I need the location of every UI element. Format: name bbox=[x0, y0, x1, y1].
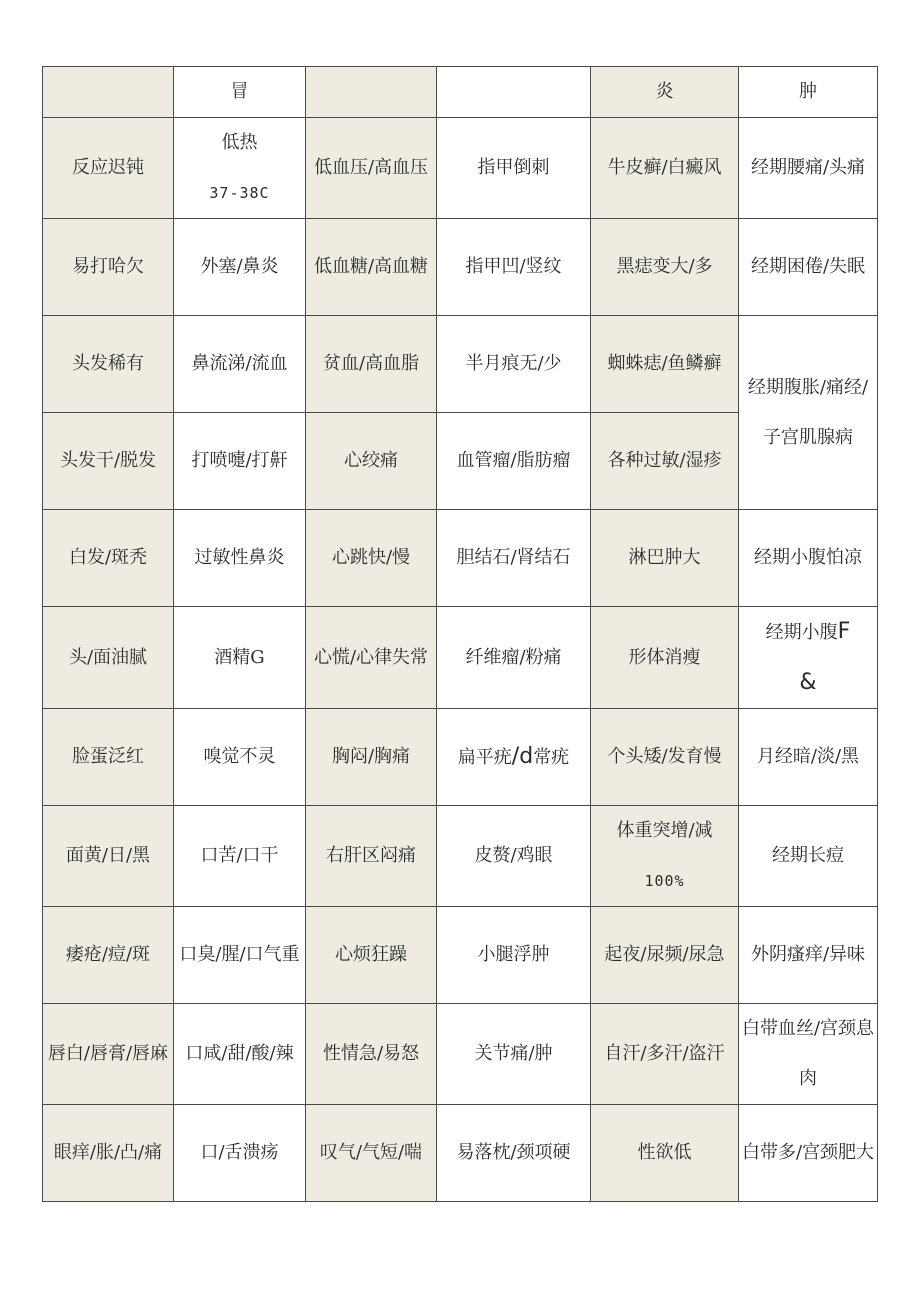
table-cell: 胆结石/肾结石 bbox=[437, 510, 591, 607]
table-cell: 淋巴肿大 bbox=[591, 510, 739, 607]
table-cell: 唇白/唇膏/唇麻 bbox=[43, 1004, 174, 1105]
cell-text-line bbox=[739, 607, 877, 658]
table-cell: 性情急/易怒 bbox=[306, 1004, 437, 1105]
table-cell: 头/面油腻 bbox=[43, 607, 174, 709]
table-cell: 指甲凹/竖纹 bbox=[437, 219, 591, 316]
table-cell: 头发干/脱发 bbox=[43, 413, 174, 510]
cell-text: F bbox=[837, 619, 851, 644]
table-row bbox=[43, 219, 878, 316]
table-cell: 经期小腹怕凉 bbox=[739, 510, 878, 607]
table-cell: 蜘蛛痣/鱼鳞癣 bbox=[591, 316, 739, 413]
table-cell: 过敏性鼻炎 bbox=[174, 510, 306, 607]
table-cell: 血管瘤/脂肪瘤 bbox=[437, 413, 591, 510]
table-cell: 经期腰痛/头痛 bbox=[739, 118, 878, 219]
table-cell: 脸蛋泛红 bbox=[43, 709, 174, 806]
table-cell: 外阴瘙痒/异味 bbox=[739, 907, 878, 1004]
table-cell: 口/舌溃疡 bbox=[174, 1105, 306, 1202]
cell-text: 扁平疣 bbox=[457, 746, 512, 768]
table-cell: 外塞/鼻炎 bbox=[174, 219, 306, 316]
table-cell: 心烦狂躁 bbox=[306, 907, 437, 1004]
table-cell: 右肝区闷痛 bbox=[306, 806, 437, 907]
table-row bbox=[43, 118, 878, 219]
table-cell: 形体消瘦 bbox=[591, 607, 739, 709]
table-cell: 心绞痛 bbox=[306, 413, 437, 510]
table-cell: 经期腹胀/痛经/子宫肌腺病 bbox=[739, 316, 878, 510]
header-cell bbox=[306, 67, 437, 118]
table-row bbox=[43, 316, 878, 413]
table-cell bbox=[591, 806, 739, 907]
table-cell: 各种过敏/湿疹 bbox=[591, 413, 739, 510]
table-cell: 半月痕无/少 bbox=[437, 316, 591, 413]
table-cell: 低血压/高血压 bbox=[306, 118, 437, 219]
table-cell: 牛皮癣/白癜风 bbox=[591, 118, 739, 219]
table-cell: 指甲倒刺 bbox=[437, 118, 591, 219]
table-cell bbox=[739, 607, 878, 709]
table-cell: 白发/斑秃 bbox=[43, 510, 174, 607]
table-cell: 关节痛/肿 bbox=[437, 1004, 591, 1105]
table-cell: 性欲低 bbox=[591, 1105, 739, 1202]
cell-text: 37-38C bbox=[209, 184, 270, 202]
table-cell: 皮赘/鸡眼 bbox=[437, 806, 591, 907]
table-cell: 口苦/口干 bbox=[174, 806, 306, 907]
cell-text: 常疣 bbox=[533, 746, 570, 768]
symptom-table bbox=[42, 66, 878, 1202]
table-cell: 白带多/宫颈肥大 bbox=[739, 1105, 878, 1202]
table-cell: 月经暗/淡/黑 bbox=[739, 709, 878, 806]
table-cell: 经期长痘 bbox=[739, 806, 878, 907]
table-cell: 小腿浮肿 bbox=[437, 907, 591, 1004]
table-cell: 痿疮/痘/斑 bbox=[43, 907, 174, 1004]
table-cell: 打喷嚏/打鼾 bbox=[174, 413, 306, 510]
table-row bbox=[43, 806, 878, 907]
table-cell: 起夜/尿频/尿急 bbox=[591, 907, 739, 1004]
table-cell: 纤维瘤/粉痛 bbox=[437, 607, 591, 709]
table-cell: 酒精G bbox=[174, 607, 306, 709]
cell-text: 体重突增/减 bbox=[616, 820, 713, 841]
header-cell bbox=[437, 67, 591, 118]
header-row bbox=[43, 67, 878, 118]
table-cell: 个头矮/发育慢 bbox=[591, 709, 739, 806]
table-cell: 口臭/腥/口气重 bbox=[174, 907, 306, 1004]
cell-text: 低热 bbox=[221, 132, 258, 153]
table-cell: 低血糖/高血糖 bbox=[306, 219, 437, 316]
table-cell: 头发稀有 bbox=[43, 316, 174, 413]
table-cell: 叹气/气短/喘 bbox=[306, 1105, 437, 1202]
table-cell bbox=[174, 118, 306, 219]
table-row bbox=[43, 1004, 878, 1105]
table-cell: 易落枕/颈项硬 bbox=[437, 1105, 591, 1202]
table-row bbox=[43, 907, 878, 1004]
table-cell: 心跳快/慢 bbox=[306, 510, 437, 607]
table-cell: 面黄/日/黑 bbox=[43, 806, 174, 907]
cell-text: 经期小腹 bbox=[765, 622, 838, 643]
cell-text: & bbox=[799, 670, 817, 695]
table-cell: 心慌/心律失常 bbox=[306, 607, 437, 709]
table-cell: 自汗/多汗/盗汗 bbox=[591, 1004, 739, 1105]
table-cell: 易打哈欠 bbox=[43, 219, 174, 316]
table-row bbox=[43, 709, 878, 806]
table-row bbox=[43, 607, 878, 709]
table-cell: 胸闷/胸痛 bbox=[306, 709, 437, 806]
table-cell: 反应迟钝 bbox=[43, 118, 174, 219]
table-cell: 嗅觉不灵 bbox=[174, 709, 306, 806]
table-cell: 眼痒/胀/凸/痛 bbox=[43, 1105, 174, 1202]
table-cell: 鼻流涕/流血 bbox=[174, 316, 306, 413]
table-cell: 贫血/高血脂 bbox=[306, 316, 437, 413]
table-row bbox=[43, 510, 878, 607]
cell-text: /d bbox=[511, 743, 534, 769]
table-cell: 经期困倦/失眠 bbox=[739, 219, 878, 316]
cell-text: 100% bbox=[644, 872, 685, 890]
table-cell: 白带血丝/宫颈息肉 bbox=[739, 1004, 878, 1105]
header-cell: 肿 bbox=[739, 67, 878, 118]
header-cell: 冒 bbox=[174, 67, 306, 118]
table-cell: 口咸/甜/酸/辣 bbox=[174, 1004, 306, 1105]
header-cell: 炎 bbox=[591, 67, 739, 118]
header-cell bbox=[43, 67, 174, 118]
table-cell: 黑痣变大/多 bbox=[591, 219, 739, 316]
table-row bbox=[43, 1105, 878, 1202]
table-cell bbox=[437, 709, 591, 806]
